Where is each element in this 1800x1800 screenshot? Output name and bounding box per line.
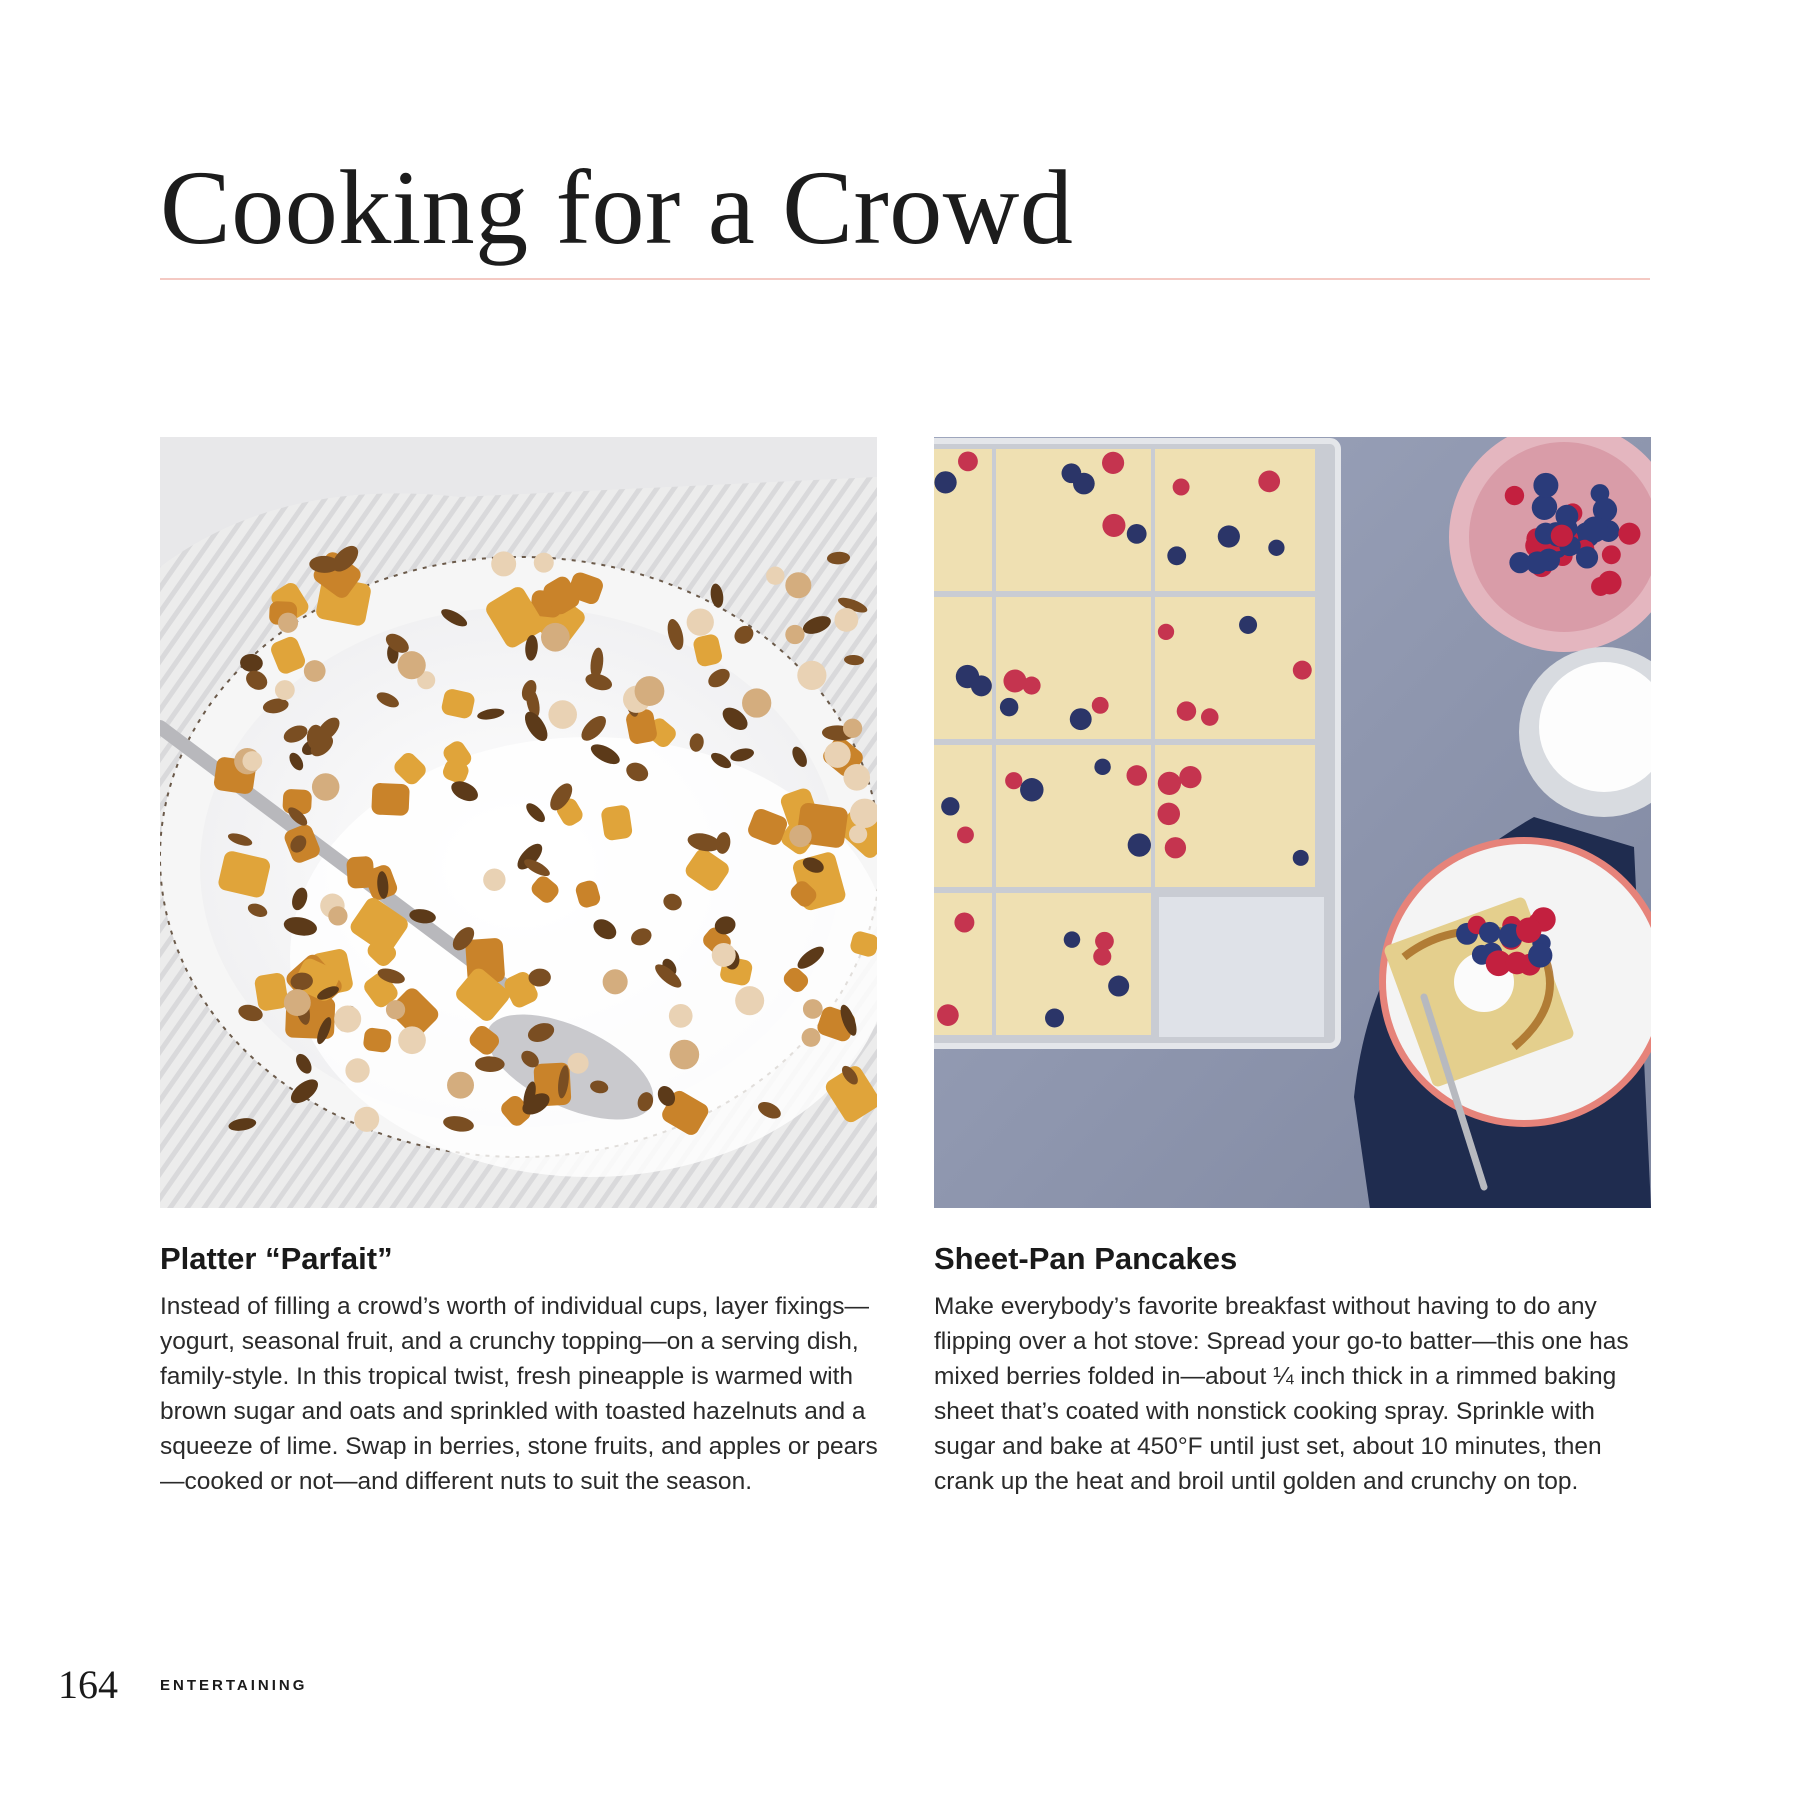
platter-parfait-photo bbox=[160, 437, 877, 1208]
sheet-pan-pancakes-photo bbox=[934, 437, 1651, 1208]
page-title: Cooking for a Crowd bbox=[160, 149, 1074, 266]
recipe-title-platter-parfait: Platter “Parfait” bbox=[160, 1241, 393, 1276]
title-divider bbox=[160, 278, 1650, 280]
recipe-title-sheet-pan-pancakes: Sheet-Pan Pancakes bbox=[934, 1241, 1238, 1276]
recipe-description-platter-parfait: Instead of filling a crowd’s worth of individual cups, layer fixings—yogurt, seasonal fruit, and a crunchy topping—on a serving dish, family-style. In this tropical twist, fresh pineapple is warmed with brown sugar and oats and sprinkled with toasted hazelnuts and a squeeze of lime. Swap in berries, stone fruits, and apples or pears—cooked or not—and different nuts to suit the season. bbox=[160, 1293, 878, 1495]
page-number: 164 bbox=[58, 1662, 118, 1707]
recipe-description-sheet-pan-pancakes: Make everybody’s favorite breakfast without having to do any flipping over a hot stove: Spread your go-to batter—this one has mixed berries folded in—about ¼ inch thick in a rimmed baking sheet that’s coated with nonstick cooking spray. Sprinkle with sugar and bake at 450°F until just set, about 10 minutes, then crank up the heat and broil until golden and crunchy on top. bbox=[934, 1293, 1629, 1495]
section-label: ENTERTAINING bbox=[160, 1677, 308, 1694]
